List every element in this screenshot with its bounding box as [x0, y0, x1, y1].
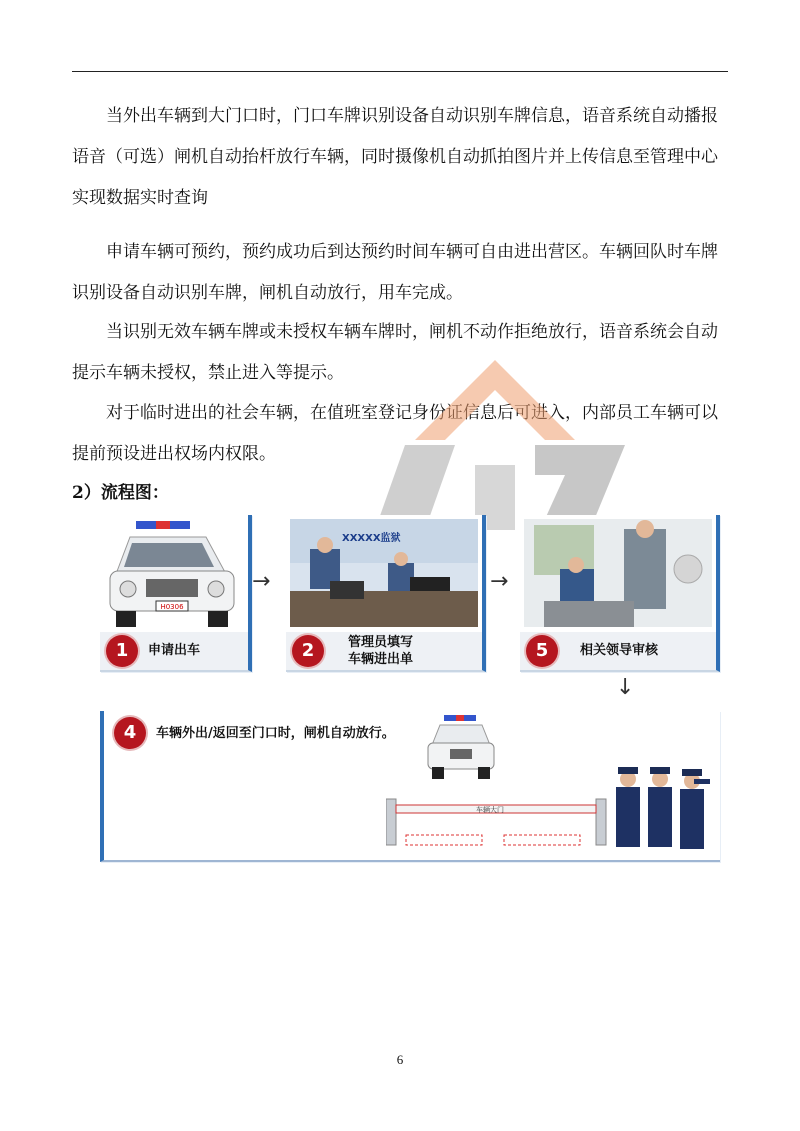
- prison-sign: XXXXX监狱: [342, 533, 401, 544]
- step-3-badge: 5: [526, 635, 558, 667]
- paragraph-1: 当外出车辆到大门口时，门口车牌识别设备自动识别车牌信息，语音系统自动播报语音（可选）闸机自动抬杆放行车辆，同时摄像机自动抓拍图片并上传信息至管理中心实现数据实时查询: [72, 106, 718, 208]
- step-2-badge: 2: [292, 635, 324, 667]
- gate-barrier-image: [386, 791, 610, 853]
- step-1-panel: [100, 515, 252, 672]
- watermark-logo: [365, 355, 630, 530]
- gate-sign: 车辆大门: [476, 806, 504, 814]
- step-2-panel: [286, 515, 486, 672]
- arrow-right-icon: →: [252, 569, 271, 594]
- step-2-label-line1: 管理员填写: [348, 635, 414, 650]
- paragraph-2: 申请车辆可预约，预约成功后到达预约时间车辆可自由进出营区。车辆回队时车牌识别设备自动识别车牌，闸机自动放行，用车完成。: [72, 242, 718, 303]
- step-1-badge: 1: [106, 635, 138, 667]
- step-2-label-bar: [286, 632, 482, 670]
- page-number: 6: [396, 1052, 404, 1067]
- flowchart: [100, 515, 720, 860]
- step-4-label: 车辆外出/返回至门口时，闸机自动放行。: [156, 726, 395, 741]
- step-2-label-line2: 车辆进出单: [348, 652, 414, 667]
- step-1-label: 申请出车: [148, 643, 201, 658]
- step-1-label-bar: [100, 632, 248, 670]
- step-4-badge: 4: [114, 717, 146, 749]
- police-officers-image: [608, 765, 714, 857]
- step-3-label: 相关领导审核: [580, 643, 659, 658]
- police-car-small-image: [426, 715, 496, 781]
- step-3-label-bar: [520, 632, 716, 670]
- license-plate: H0306: [160, 603, 184, 611]
- arrow-down-icon: ↓: [616, 675, 635, 700]
- section-heading: 2）流程图：: [72, 483, 169, 503]
- paragraph-4: 对于临时进出的社会车辆，在值班室登记身份证信息后可进入，内部员工车辆可以提前预设进出权场内权限。: [72, 403, 718, 464]
- supervisor-review-image: [524, 519, 712, 627]
- police-car-image: [106, 519, 242, 629]
- header-rule: [72, 71, 728, 72]
- step-4-panel: [100, 711, 720, 862]
- paragraph-3: 当识别无效车辆车牌或未授权车辆车牌时，闸机不动作拒绝放行，语音系统会自动提示车辆未授权，禁止进入等提示。: [72, 322, 718, 383]
- step-3-panel: [520, 515, 720, 672]
- arrow-right-icon: →: [490, 569, 509, 594]
